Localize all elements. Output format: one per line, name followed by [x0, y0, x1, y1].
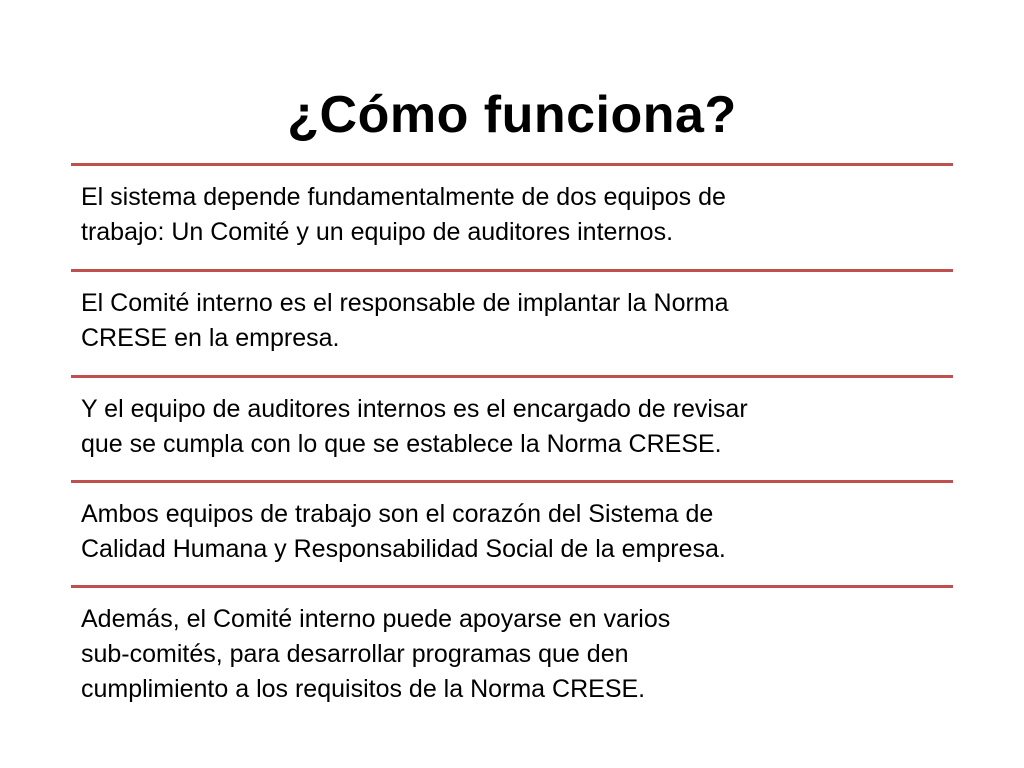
content-table — [71, 163, 953, 715]
table-row — [71, 480, 953, 585]
row-text: Y el equipo de auditores internos es el encargado de revisar que se cumpla con lo que se establece la Norma CRESE. — [81, 395, 748, 458]
table-row — [71, 163, 953, 269]
table-row — [71, 269, 953, 375]
row-text: Ambos equipos de trabajo son el corazón del Sistema de Calidad Humana y Responsabilidad Social de la empresa. — [81, 500, 726, 563]
row-text: El Comité interno es el responsable de implantar la Norma CRESE en la empresa. — [81, 289, 729, 352]
table-row — [71, 585, 953, 715]
row-text: El sistema depende fundamentalmente de dos equipos de trabajo: Un Comité y un equipo de auditores internos. — [81, 183, 726, 246]
row-text: Además, el Comité interno puede apoyarse en varios sub-comités, para desarrollar programas que den cumplimiento a los requisitos de la Norma CRESE. — [81, 605, 671, 703]
table-row — [71, 375, 953, 480]
slide-title: ¿Cómo funciona? — [287, 86, 737, 144]
